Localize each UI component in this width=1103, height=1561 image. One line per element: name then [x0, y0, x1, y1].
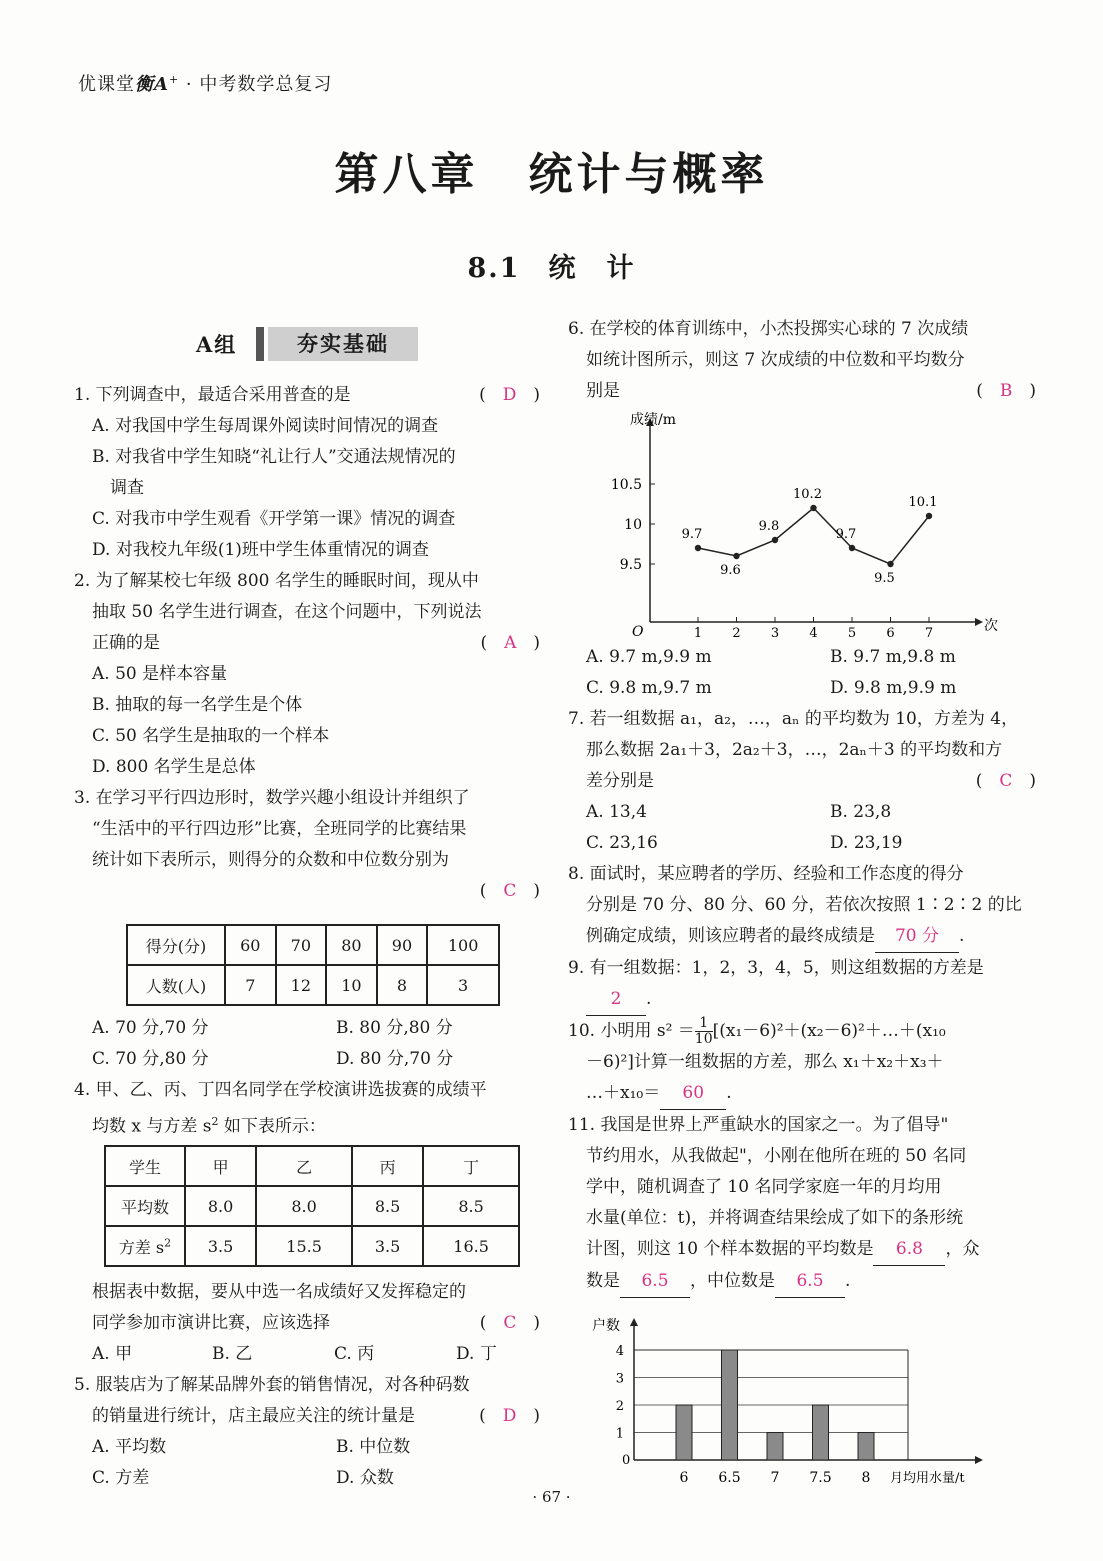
y-tick-label: 4	[615, 1344, 624, 1359]
x-tick-label: 6.5	[718, 1470, 741, 1486]
q2-stem-3: 正确的是 ( A )	[92, 633, 540, 653]
q10-stem-1: 10. 小明用 s² ＝ $\frac{1}{10}$ [(x₁－6)²＋(x₂－6)²＋…＋(x₁₀	[568, 1015, 946, 1047]
data-point	[887, 561, 893, 567]
table-cell: 16.5	[423, 1226, 519, 1266]
q2-option-a: A. 50 是样本容量	[92, 664, 228, 684]
q8-answer: 70 分	[875, 921, 959, 953]
q7-stem-2: 那么数据 2a₁＋3，2a₂＋3，…，2aₙ＋3 的平均数和方	[586, 740, 1003, 760]
q6-option-b: B. 9.7 m,9.8 m	[830, 647, 956, 667]
bar-chart	[590, 1310, 1010, 1488]
line-chart	[580, 404, 1000, 640]
q3-option-b: B. 80 分,80 分	[336, 1018, 453, 1038]
q2-stem-1: 2. 为了解某校七年级 800 名学生的睡眠时间，现从中	[74, 571, 479, 591]
q4-option-c: C. 丙	[334, 1344, 375, 1364]
x-tick-label: 2	[732, 626, 741, 640]
q4-options	[74, 1339, 540, 1370]
q11-stem-2: 节约用水，从我做起"，小刚在他所在班的 50 名同	[586, 1146, 967, 1166]
right-column-mid	[568, 642, 1036, 1298]
table-cell: 12	[276, 965, 327, 1005]
q3-row2-header: 人数(人)	[127, 965, 225, 1005]
q11-answer-mean: 6.8	[873, 1234, 945, 1266]
left-column-bottom	[74, 1277, 540, 1494]
y-axis-label: 户数	[592, 1318, 620, 1334]
q3-answer-line: ( C )	[479, 881, 540, 901]
x-tick-label: 7.5	[809, 1470, 832, 1486]
q2-stem-2: 抽取 50 名学生进行调查，在这个问题中，下列说法	[92, 602, 482, 622]
q1-answer: D	[502, 385, 517, 405]
q7-option-c: C. 23,16	[586, 833, 658, 853]
table-cell: 方差 $s^2$	[105, 1226, 185, 1266]
x-tick-label: 1	[693, 626, 703, 640]
q4-option-a: A. 甲	[92, 1344, 133, 1364]
group-heading	[196, 327, 420, 361]
table-cell: 60	[225, 925, 276, 965]
bar	[813, 1405, 829, 1460]
q10-stem-3: …＋x₁₀＝ 60 .	[568, 1078, 1036, 1110]
q3-option-c: C. 70 分,80 分	[92, 1049, 209, 1069]
q3-options-row1	[74, 1013, 540, 1044]
q1-option-d: D. 对我校九年级(1)班中学生体重情况的调查	[92, 540, 429, 560]
q3-row1-header: 得分(分)	[127, 925, 225, 965]
left-column-lower	[74, 1013, 540, 1143]
data-point	[849, 545, 855, 551]
bar	[722, 1350, 738, 1460]
chapter-title	[0, 138, 1103, 202]
q10-fraction: $\frac{1}{10}$	[694, 1015, 713, 1047]
q11-stem-5: 计图，则这 10 个样本数据的平均数是 6.8 ，众	[568, 1234, 1036, 1266]
section-title	[0, 246, 1103, 285]
x-tick-label: 6	[679, 1470, 689, 1486]
origin-label: 0	[622, 1453, 631, 1468]
left-column	[74, 380, 540, 907]
bar	[676, 1405, 692, 1460]
q3-answer: C	[503, 881, 517, 901]
q7-option-b: B. 23,8	[830, 802, 892, 822]
header-brand: 衡A	[135, 74, 169, 95]
series-line	[698, 508, 929, 564]
table-row	[105, 1226, 519, 1266]
data-label: 9.7	[681, 527, 703, 542]
q7-options-row2	[568, 828, 1036, 859]
y-tick-label: 2	[615, 1399, 624, 1414]
data-point	[733, 553, 739, 559]
table-cell: 平均数	[105, 1186, 185, 1226]
y-axis-arrow	[630, 1318, 638, 1326]
q1-option-c: C. 对我市中学生观看《开学第一课》情况的调查	[92, 509, 456, 529]
q10-answer: 60	[660, 1078, 726, 1110]
q6-stem-1: 6. 在学校的体育训练中，小杰投掷实心球的 7 次成绩	[568, 319, 969, 339]
bar	[858, 1433, 874, 1461]
table-cell: 100	[427, 925, 499, 965]
y-tick-label: 1	[615, 1426, 624, 1442]
q6-answer: B	[999, 381, 1013, 401]
data-point	[926, 513, 932, 519]
q7-option-d: D. 23,19	[830, 833, 903, 853]
data-label: 9.6	[720, 563, 741, 578]
q2-option-d: D. 800 名学生是总体	[92, 757, 256, 777]
q5-option-c: C. 方差	[92, 1468, 150, 1488]
section-name: 统 计	[548, 253, 636, 284]
q9-answer: 2	[586, 984, 646, 1016]
q6-stem-2: 如统计图所示，则这 7 次成绩的中位数和平均数分	[586, 350, 965, 370]
origin-label: O	[632, 624, 644, 640]
header-brand-plus: +	[168, 73, 180, 86]
q4-stem-4: 同学参加市演讲比赛，应该选择 ( C )	[92, 1313, 540, 1333]
running-header	[78, 70, 332, 96]
table-cell: 10	[326, 965, 377, 1005]
table-cell: 8.0	[185, 1186, 256, 1226]
y-tick-label: 9.5	[619, 557, 642, 573]
x-tick-label: 6	[886, 626, 895, 640]
q7-options-row1	[568, 797, 1036, 828]
table-cell: 3	[427, 965, 499, 1005]
q5-option-d: D. 众数	[336, 1468, 394, 1488]
chapter-number: 第八章	[334, 149, 479, 200]
q4-stem-3: 根据表中数据，要从中选一名成绩好又发挥稳定的	[92, 1282, 466, 1302]
q7-answer: C	[999, 771, 1013, 791]
x-tick-label: 7	[924, 626, 934, 640]
q7-stem-1: 7. 若一组数据 a₁，a₂，…，aₙ 的平均数为 10，方差为 4，	[568, 709, 1019, 729]
x-axis-label: 月均用水量/t	[890, 1471, 965, 1486]
q3-stem-2: “生活中的平行四边形”比赛，全班同学的比赛结果	[92, 819, 467, 839]
q6-option-a: A. 9.7 m,9.9 m	[586, 647, 712, 667]
table-cell: 3.5	[352, 1226, 423, 1266]
q6-stem-3: 别是 ( B )	[586, 381, 1036, 401]
page-number: · 67 ·	[532, 1488, 571, 1506]
q6-options-row1	[568, 642, 1036, 673]
table-cell: 8	[377, 965, 428, 1005]
q3-stem-3: 统计如下表所示，则得分的众数和中位数分别为	[92, 850, 449, 870]
section-number: 8.1	[467, 253, 521, 284]
q6-options-row2	[568, 673, 1036, 704]
q8-stem-1: 8. 面试时，某应聘者的学历、经验和工作态度的得分	[568, 864, 964, 884]
q10-stem-2: －6)²]计算一组数据的方差，那么 x₁＋x₂＋x₃＋	[586, 1052, 944, 1072]
y-axis-label: 成绩/m	[630, 412, 676, 428]
q4-stem-1: 4. 甲、乙、丙、丁四名同学在学校演讲选拔赛的成绩平	[74, 1080, 487, 1100]
q5-stem-1: 5. 服装店为了解某品牌外套的销售情况，对各种码数	[74, 1375, 470, 1395]
q5-option-b: B. 中位数	[336, 1437, 411, 1457]
x-tick-label: 5	[847, 626, 857, 640]
q11-stem-6: 数是 6.5 ，中位数是 6.5 .	[568, 1266, 1036, 1298]
q4-score-table	[104, 1145, 520, 1267]
q2-answer: A	[504, 633, 517, 653]
table-cell: 70	[276, 925, 327, 965]
data-label: 9.5	[874, 571, 895, 586]
header-right: · 中考数学总复习	[185, 74, 333, 95]
table-row	[105, 1146, 519, 1186]
q11-stem-1: 11. 我国是世界上严重缺水的国家之一。为了倡导"	[568, 1115, 949, 1135]
x-axis-arrow	[975, 1456, 983, 1464]
table-cell: 90	[377, 925, 428, 965]
q11-stem-4: 水量(单位：t)，并将调查结果绘成了如下的条形统	[586, 1208, 964, 1228]
bar	[767, 1433, 783, 1461]
group-label-b: 夯实基础	[268, 327, 418, 361]
y-tick-label: 10	[624, 517, 642, 533]
right-column-top	[568, 314, 1036, 407]
q5-options-row1	[74, 1432, 540, 1463]
header-left: 优课堂	[78, 74, 135, 95]
q1-option-b-cont: 调查	[110, 478, 144, 498]
q4-answer: C	[503, 1313, 517, 1333]
q5-stem-2: 的销量进行统计，店主最应关注的统计量是 ( D )	[92, 1406, 540, 1426]
q1-stem: 1. 下列调查中，最适合采用普查的是 ( D )	[74, 385, 540, 405]
data-point	[810, 505, 816, 511]
q3-score-table	[126, 924, 500, 1006]
q11-answer-median: 6.5	[775, 1266, 845, 1298]
group-label-a: A组	[196, 332, 238, 357]
data-point	[695, 545, 701, 551]
q8-stem-3: 例确定成绩，则该应聘者的最终成绩是 70 分 .	[568, 921, 1036, 953]
table-cell: 8.5	[352, 1186, 423, 1226]
table-cell: 甲	[185, 1146, 256, 1186]
group-divider	[256, 327, 264, 361]
q3-options-row2	[74, 1044, 540, 1075]
data-label: 10.2	[793, 487, 822, 502]
q4-stem-2: 均数 x 与方差 $s^2$ 如下表所示：	[92, 1115, 326, 1137]
table-cell: 7	[225, 965, 276, 1005]
table-cell: 丁	[423, 1146, 519, 1186]
q7-option-a: A. 13,4	[586, 802, 647, 822]
x-tick-label: 3	[770, 626, 780, 640]
q6-option-c: C. 9.8 m,9.7 m	[586, 678, 712, 698]
data-label: 10.1	[908, 495, 938, 510]
x-axis-label: 次	[984, 618, 998, 634]
q4-option-b: B. 乙	[212, 1344, 253, 1364]
table-cell: 乙	[256, 1146, 352, 1186]
data-label: 9.7	[835, 527, 857, 542]
table-row	[127, 925, 499, 965]
x-axis-arrow	[975, 618, 983, 626]
q5-option-a: A. 平均数	[92, 1437, 167, 1457]
q3-stem-1: 3. 在学习平行四边形时，数学兴趣小组设计并组织了	[74, 788, 470, 808]
table-cell: 8.5	[423, 1186, 519, 1226]
q6-option-d: D. 9.8 m,9.9 m	[830, 678, 957, 698]
table-cell: 丙	[352, 1146, 423, 1186]
q2-option-b: B. 抽取的每一名学生是个体	[92, 695, 303, 715]
q1-option-a: A. 对我国中学生每周课外阅读时间情况的调查	[92, 416, 439, 436]
q11-answer-mode: 6.5	[620, 1266, 690, 1298]
table-row	[105, 1186, 519, 1226]
q9-answer-line: 2 .	[568, 984, 1036, 1016]
table-cell: 15.5	[256, 1226, 352, 1266]
x-tick-label: 7	[770, 1470, 780, 1486]
data-point	[772, 537, 778, 543]
y-tick-label: 3	[615, 1371, 624, 1387]
table-cell: 80	[326, 925, 377, 965]
q3-option-a: A. 70 分,70 分	[92, 1018, 209, 1038]
q9-stem-1: 9. 有一组数据：1，2，3，4，5，则这组数据的方差是	[568, 958, 984, 978]
table-cell: 3.5	[185, 1226, 256, 1266]
table-cell: 学生	[105, 1146, 185, 1186]
q11-stem-3: 学中，随机调查了 10 名同学家庭一年的月均用	[586, 1177, 942, 1197]
q1-option-b: B. 对我省中学生知晓“礼让行人”交通法规情况的	[92, 447, 456, 467]
q3-option-d: D. 80 分,70 分	[336, 1049, 454, 1069]
chapter-name: 统计与概率	[528, 149, 769, 200]
y-tick-label: 10.5	[610, 477, 642, 493]
x-tick-label: 8	[861, 1470, 871, 1486]
x-tick-label: 4	[809, 626, 818, 640]
q2-option-c: C. 50 名学生是抽取的一个样本	[92, 726, 330, 746]
data-label: 9.8	[758, 519, 780, 534]
q7-stem-3: 差分别是 ( C )	[586, 771, 1036, 791]
table-cell: 8.0	[256, 1186, 352, 1226]
q8-stem-2: 分别是 70 分、80 分、60 分，若依次按照 1∶2∶2 的比	[586, 895, 1022, 915]
q5-answer: D	[502, 1406, 517, 1426]
q4-option-d: D. 丁	[456, 1344, 497, 1364]
table-row	[127, 965, 499, 1005]
